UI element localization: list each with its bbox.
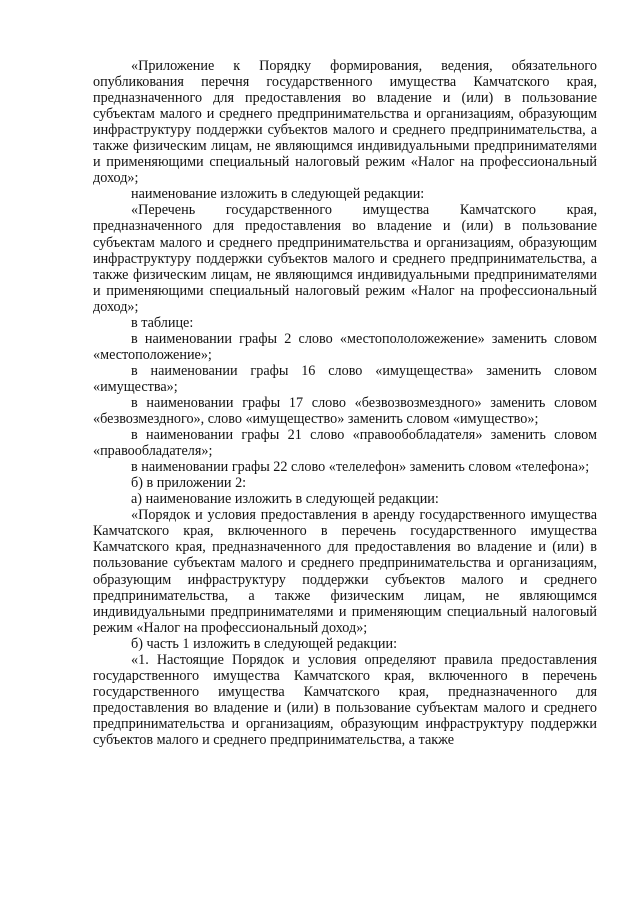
paragraph-title-instruction-2: а) наименование изложить в следующей редакции: [131, 491, 439, 508]
paragraph-column-16: в наименовании графы 16 слово «имущеществa» заменить словом «имущества»; [93, 362, 597, 395]
paragraph-list-title: «Перечень государственного имущества Камчатского края, предназначенного для предоставления во владение и (или) в пользование субъектам малого и среднего предпринимательства и организациям, образующим инфраструктуру поддержки субъектов малого и среднего предпринимательства, а также физическим лицам, не являющимся индивидуальными предпринимателями и применяющими специальный налоговый режим «Налог на профессиональный доход»; [93, 202, 597, 315]
paragraph-column-22: в наименовании графы 22 слово «телелефон» заменить словом «телефона»; [131, 459, 590, 476]
document-body [93, 58, 597, 748]
paragraph-title-instruction: наименование изложить в следующей редакции: [131, 186, 425, 203]
paragraph-appendix-2: б) в приложении 2: [131, 475, 247, 492]
paragraph-part-1-instruction: б) часть 1 изложить в следующей редакции: [131, 635, 398, 652]
paragraph-column-17: в наименовании графы 17 слово «безвозвозмездного» заменить словом «безвозмездного», слово «имущещество» заменить словом «имущество»; [93, 394, 597, 428]
paragraph-column-2: в наименовании графы 2 слово «местопололожежение» заменить словом «местоположение»; [93, 330, 597, 363]
paragraph-procedure-title: «Порядок и условия предоставления в аренду государственного имущества Камчатского края, включенного в перечень государственного имущества Камчатского края, предназначенного для предоставления во владение и (или) в пользование субъектам малого и среднего предпринимательства и организациям, образующим инфраструктуру поддержки субъектов малого и среднего предпринимательства, а также физическим лицам, не являющимся индивидуальными предпринимателями и применяющим специальный налоговый режим «Налог на профессиональный доход»; [93, 507, 597, 636]
paragraph-column-21: в наименовании графы 21 слово «правообобладателя» заменить словом «правообладателя»; [93, 427, 597, 460]
paragraph-in-table: в таблице: [131, 314, 194, 331]
paragraph-part-1-text: «1. Настоящие Порядок и условия определяют правила предоставления государственного имущества Камчатского края, включенного в перечень государственного имущества Камчатского края, предназначенного для предоставления во владение и (или) в пользование субъектам малого и среднего предпринимательства и организациям, образующим инфраструктуру поддержки субъектов малого и среднего предпринимательства, а также [93, 651, 597, 748]
paragraph-appendix-title: «Приложение к Порядку формирования, ведения, обязательного опубликования перечня государственного имущества Камчатского края, предназначенного для предоставления во владение и (или) в пользование субъектам малого и среднего предпринимательства и организациям, образующим инфраструктуру поддержки субъектов малого и среднего предпринимательства, а также физическим лицам, не являющимся индивидуальными предпринимателями и применяющими специальный налоговый режим «Налог на профессиональный доход»; [93, 58, 597, 187]
